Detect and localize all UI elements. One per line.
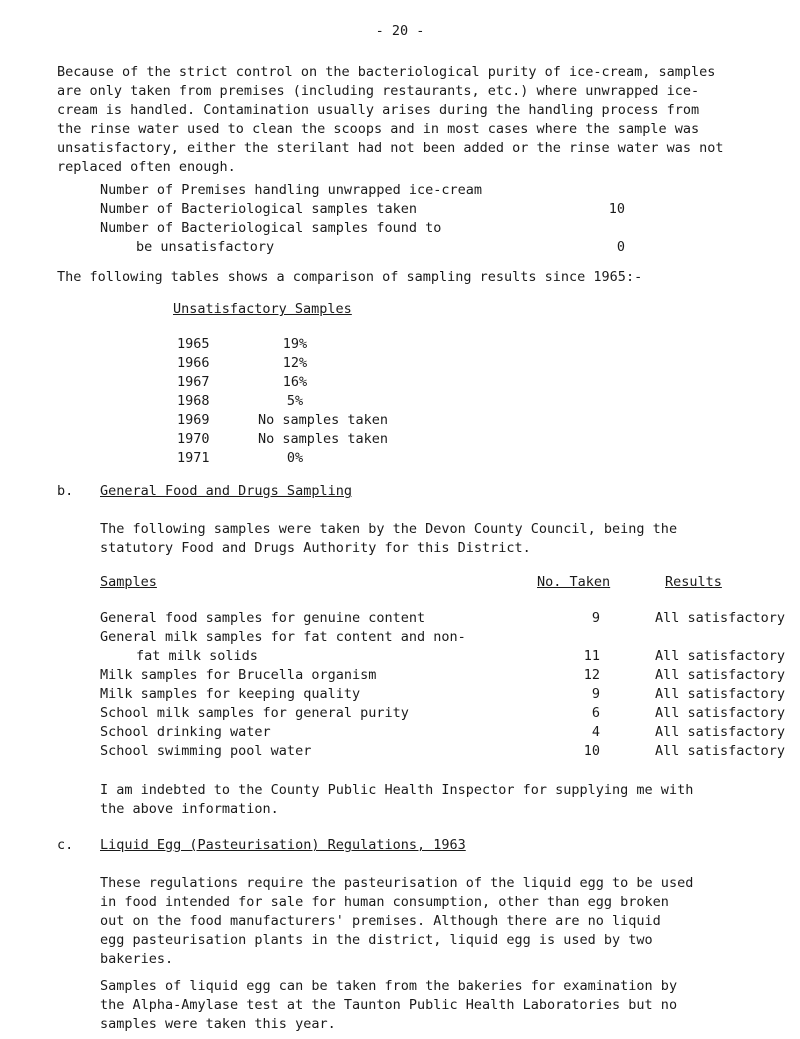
- comparison-intro: The following tables shows a comparison of sampling results since 1965:-: [57, 269, 643, 285]
- section-c-paragraph-1: [100, 874, 693, 969]
- percent-cell: 5%: [286, 393, 304, 409]
- result-cell: All satisfactory: [655, 724, 786, 740]
- text-line: in food intended for sale for human consumption, other than egg broken: [100, 894, 669, 910]
- taken-cell: 6: [591, 705, 600, 721]
- taken-cell: 9: [591, 610, 600, 626]
- year-cell: 1970: [177, 431, 210, 447]
- taken-cell: 11: [583, 648, 600, 664]
- percent-cell: No samples taken: [258, 412, 389, 428]
- sample-description: fat milk solids: [136, 648, 258, 664]
- year-cell: 1967: [177, 374, 210, 390]
- result-cell: All satisfactory: [655, 705, 786, 721]
- result-cell: All satisfactory: [655, 686, 786, 702]
- sample-description: Milk samples for keeping quality: [100, 686, 361, 702]
- text-line: Samples of liquid egg can be taken from the bakeries for examination by: [100, 978, 678, 994]
- stat-value: 0: [616, 239, 625, 255]
- percent-cell: 19%: [282, 336, 308, 352]
- text-line: statutory Food and Drugs Authority for this District.: [100, 540, 531, 556]
- section-b-intro: [100, 520, 677, 558]
- stat-label: be unsatisfactory: [136, 239, 275, 255]
- sample-description: Milk samples for Brucella organism: [100, 667, 377, 683]
- column-header-taken: No. Taken: [537, 574, 611, 590]
- taken-cell: 10: [583, 743, 600, 759]
- taken-cell: 9: [591, 686, 600, 702]
- intro-paragraph: [57, 63, 723, 177]
- column-header-samples: Samples: [100, 574, 157, 590]
- text-line: bakeries.: [100, 951, 174, 967]
- stat-label: Number of Bacteriological samples found to: [100, 220, 442, 236]
- year-cell: 1969: [177, 412, 210, 428]
- section-c-paragraph-2: [100, 977, 677, 1034]
- text-line: the above information.: [100, 801, 279, 817]
- text-line: These regulations require the pasteurisation of the liquid egg to be used: [100, 875, 694, 891]
- year-cell: 1965: [177, 336, 210, 352]
- percent-cell: 0%: [286, 450, 304, 466]
- year-cell: 1971: [177, 450, 210, 466]
- text-line: cream is handled. Contamination usually arises during the handling process from: [57, 102, 700, 118]
- result-cell: All satisfactory: [655, 648, 786, 664]
- stat-label: Number of Bacteriological samples taken: [100, 201, 417, 217]
- section-b-outro: [100, 781, 693, 819]
- text-line: Because of the strict control on the bacteriological purity of ice-cream, samples: [57, 64, 716, 80]
- stat-value: 10: [608, 201, 625, 217]
- percent-cell: 12%: [282, 355, 308, 371]
- year-cell: 1968: [177, 393, 210, 409]
- result-cell: All satisfactory: [655, 743, 786, 759]
- percent-cell: 16%: [282, 374, 308, 390]
- section-b-heading: General Food and Drugs Sampling: [100, 483, 352, 499]
- text-line: unsatisfactory, either the sterilant had not been added or the rinse water was not: [57, 140, 724, 156]
- text-line: I am indebted to the County Public Health Inspector for supplying me with: [100, 782, 694, 798]
- text-line: egg pasteurisation plants in the district, liquid egg is used by two: [100, 932, 653, 948]
- result-cell: All satisfactory: [655, 667, 786, 683]
- sample-description: School drinking water: [100, 724, 271, 740]
- sample-description: School swimming pool water: [100, 743, 312, 759]
- text-line: the rinse water used to clean the scoops and in most cases where the sample was: [57, 121, 700, 137]
- text-line: the Alpha-Amylase test at the Taunton Public Health Laboratories but no: [100, 997, 678, 1013]
- text-line: The following samples were taken by the Devon County Council, being the: [100, 521, 678, 537]
- taken-cell: 4: [591, 724, 600, 740]
- sample-description: General food samples for genuine content: [100, 610, 426, 626]
- year-cell: 1966: [177, 355, 210, 371]
- text-line: samples were taken this year.: [100, 1016, 336, 1032]
- text-line: replaced often enough.: [57, 159, 236, 175]
- percent-cell: No samples taken: [258, 431, 389, 447]
- taken-cell: 12: [583, 667, 600, 683]
- text-line: are only taken from premises (including restaurants, etc.) where unwrapped ice-: [57, 83, 700, 99]
- section-b-marker: b.: [57, 483, 74, 499]
- sample-description: School milk samples for general purity: [100, 705, 409, 721]
- text-line: out on the food manufacturers' premises. Although there are no liquid: [100, 913, 661, 929]
- sample-description: General milk samples for fat content and non-: [100, 629, 466, 645]
- column-header-results: Results: [665, 574, 722, 590]
- unsatisfactory-heading: Unsatisfactory Samples: [173, 301, 352, 317]
- stat-label: Number of Premises handling unwrapped ice-cream: [100, 182, 483, 198]
- section-c-heading: Liquid Egg (Pasteurisation) Regulations, 1963: [100, 837, 466, 853]
- result-cell: All satisfactory: [655, 610, 786, 626]
- section-c-marker: c.: [57, 837, 74, 853]
- page-number: - 20 -: [375, 23, 425, 39]
